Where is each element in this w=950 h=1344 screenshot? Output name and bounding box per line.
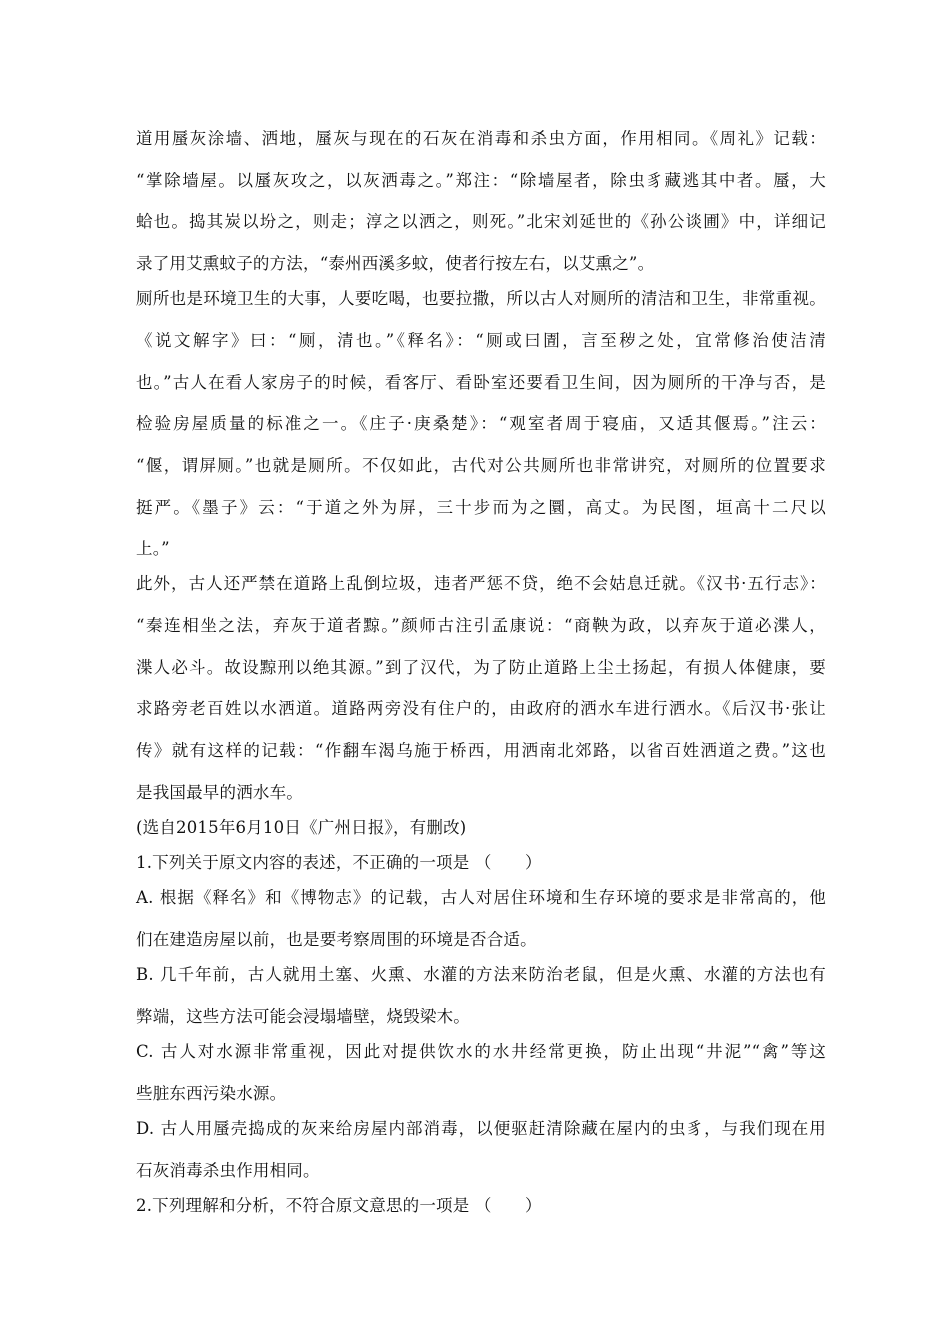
option-c: C. 古人对水源非常重视，因此对提供饮水的水井经常更换，防止出现“井泥”“禽”等这	[136, 1042, 826, 1061]
text-line: 上。”	[136, 539, 170, 558]
text-line: 录了用艾熏蚊子的方法，“泰州西溪多蚊，使者行按左右，以艾熏之”。	[136, 254, 655, 273]
option-a-cont: 们在建造房屋以前，也是要考察周围的环境是否合适。	[136, 930, 537, 949]
option-d: D. 古人用蜃壳捣成的灰来给房屋内部消毒，以便驱赶清除藏在屋内的虫豸，与我们现在用	[136, 1119, 826, 1138]
text-line: 是我国最早的洒水车。	[136, 783, 303, 802]
text-line: 道用蜃灰涂墙、洒地，蜃灰与现在的石灰在消毒和杀虫方面，作用相同。《周礼》记载：	[136, 129, 826, 148]
text-line: 挺严。《墨子》云：“于道之外为屏，三十步而为之圜，高丈。为民图，垣高十二尺以	[136, 498, 826, 517]
text-line: 检验房屋质量的标准之一。《庄子·庚桑楚》：“观室者周于寝庙，又适其偃焉。”注云：	[136, 414, 826, 433]
text-line: 渫人必斗。故设黥刑以绝其源。”到了汉代，为了防止道路上尘土扬起，有损人体健康，要	[136, 658, 826, 677]
text-line: 也。”古人在看人家房子的时候，看客厅、看卧室还要看卫生间，因为厕所的干净与否，是	[136, 373, 826, 392]
source-citation: (选自2015年6月10日《广州日报》，有删改)	[136, 818, 467, 837]
text-line: 求路旁老百姓以水洒道。道路两旁没有住户的，由政府的洒水车进行洒水。《后汉书·张让	[136, 699, 826, 718]
question-2-stem: 2.下列理解和分析，不符合原文意思的一项是 （ ）	[136, 1196, 542, 1215]
text-line: “秦连相坐之法，弃灰于道者黥。”颜师古注引孟康说：“商鞅为政，以弃灰于道必渫人，	[136, 616, 826, 635]
option-d-cont: 石灰消毒杀虫作用相同。	[136, 1161, 320, 1180]
text-line: 此外，古人还严禁在道路上乱倒垃圾，违者严惩不贷，绝不会姑息迁就。《汉书·五行志》：	[136, 574, 826, 593]
option-c-cont: 些脏东西污染水源。	[136, 1084, 287, 1103]
question-1-stem: 1.下列关于原文内容的表述，不正确的一项是 （ ）	[136, 853, 542, 872]
text-line: “掌除墙屋。以蜃灰攻之，以灰洒毒之。”郑注：“除墙屋者，除虫豸藏逃其中者。蜃，大	[136, 171, 826, 190]
text-line: 《说文解字》曰：“厕，清也。”《释名》：“厕或曰圊，言至秽之处，宜常修治使洁清	[136, 331, 826, 350]
text-line: “偃，谓屏厕。”也就是厕所。不仅如此，古代对公共厕所也非常讲究，对厕所的位置要求	[136, 456, 826, 475]
text-line: 蛤也。捣其炭以坋之，则走；淳之以洒之，则死。”北宋刘延世的《孙公谈圃》中，详细记	[136, 212, 826, 231]
option-b: B. 几千年前，古人就用土塞、火熏、水灌的方法来防治老鼠，但是火熏、水灌的方法也有	[136, 965, 826, 984]
text-line: 厕所也是环境卫生的大事，人要吃喝，也要拉撒，所以古人对厕所的清洁和卫生，非常重视。	[136, 289, 826, 308]
text-line: 传》就有这样的记载：“作翻车渴乌施于桥西，用洒南北郊路，以省百姓洒道之费。”这也	[136, 741, 826, 760]
option-b-cont: 弊端，这些方法可能会浸塌墙壁，烧毁梁木。	[136, 1007, 470, 1026]
option-a: A. 根据《释名》和《博物志》的记载，古人对居住环境和生存环境的要求是非常高的，他	[136, 888, 826, 907]
